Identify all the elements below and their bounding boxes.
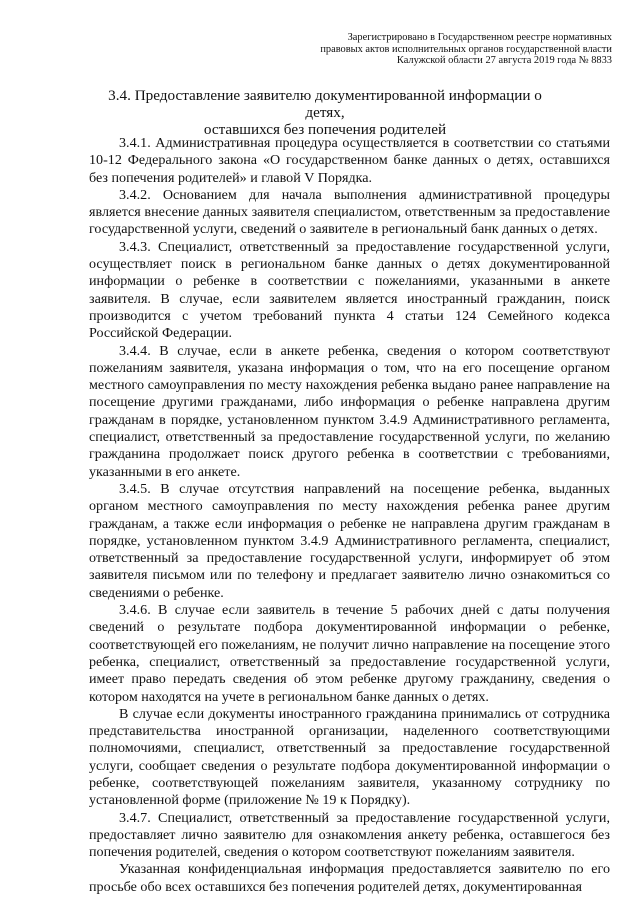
registration-line-1: Зарегистрировано в Государственном реестре нормативных [347, 32, 612, 43]
paragraph-foreign-citizen: В случае если документы иностранного гражданина принимались от сотрудника представительства иностранной организации, наделенного соответствующими полномочиями, специалист, ответственный за предоставление государственной услуги, сообщает сведения о результате подбора документированной информации о ребенке, соответствующей пожеланиям заявителя, указанному сотруднику по установленной форме (приложение № 19 к Порядку). [89, 705, 610, 809]
paragraph-3-4-1: 3.4.1. Административная процедура осуществляется в соответствии со статьями 10-12 Федерального закона «О государственном банке данных о детях, оставшихся без попечения родителей» и главой V Порядка. [89, 135, 610, 186]
registration-note [312, 32, 612, 67]
document-body [89, 135, 610, 896]
paragraph-3-4-5: 3.4.5. В случае отсутствия направлений на посещение ребенка, выданных органом местного самоуправления по месту нахождения ребенка ранее другим гражданам, а также если информация о ребенке не направлена другим гражданам в порядке, установленном пунктом 3.4.9 Административного регламента, специалист, ответственный за предоставление государственной услуги, информирует об этом заявителя письмом или по телефону и предлагает заявителю лично ознакомиться со сведениями о ребенке. [89, 480, 610, 601]
paragraph-3-4-4: 3.4.4. В случае, если в анкете ребенка, сведения о котором соответствуют пожеланиям заявителя, указана информация о том, что на его посещение органом местного самоуправления по месту нахождения ребенка выдано ранее направление на посещение другими гражданами, либо информация о ребенке направлена другим гражданам в порядке, установленном пунктом 3.4.9 Административного регламента, специалист, ответственный за предоставление государственной услуги, по желанию гражданина продолжает поиск другого ребенка в соответствии с требованиями, указанными в его анкете. [89, 342, 610, 480]
paragraph-confidential-info: Указанная конфиденциальная информация предоставляется заявителю по его просьбе обо всех оставшихся без попечения родителей детях, документированная [89, 861, 610, 895]
paragraph-3-4-7: 3.4.7. Специалист, ответственный за предоставление государственной услуги, предоставляет лично заявителю для ознакомления анкету ребенка, оставшегося без попечения родителей, сведения о котором соответствуют пожеланиям заявителя. [89, 809, 610, 861]
paragraph-3-4-6: 3.4.6. В случае если заявитель в течение 5 рабочих дней с даты получения сведений о результате подбора документированной информации о ребенке, соответствующей его пожеланиям, не получит лично направление на посещение этого ребенка, специалист, ответственный за предоставление государственной услуги, имеет право передать сведения об этом ребенке другому гражданину, сведения о котором находятся на учете в региональном банке данных о детях. [89, 602, 610, 705]
section-title-line-1: 3.4. Предоставление заявителю документированной информации о детях, [108, 87, 542, 121]
paragraph-3-4-2: 3.4.2. Основанием для начала выполнения административной процедуры является внесение данных заявителя специалистом, ответственным за предоставление государственной услуги, сведений о заявителе в региональный банк данных о детях. [89, 186, 610, 238]
registration-line-3: Калужской области 27 августа 2019 года № 8833 [396, 55, 612, 66]
registration-line-2: правовых актов исполнительных органов государственной власти [320, 43, 612, 55]
section-title-line-2: оставшихся без попечения родителей [203, 121, 447, 138]
paragraph-3-4-3: 3.4.3. Специалист, ответственный за предоставление государственной услуги, осуществляет поиск в региональном банке данных о детях документированной информации о ребенке в соответствии с пожеланиями, указанными в анкете заявителя. В случае, если заявителем является иностранный гражданин, поиск производится с учетом требований пункта 4 статьи 124 Семейного кодекса Российской Федерации. [89, 238, 610, 342]
section-title [90, 87, 560, 138]
